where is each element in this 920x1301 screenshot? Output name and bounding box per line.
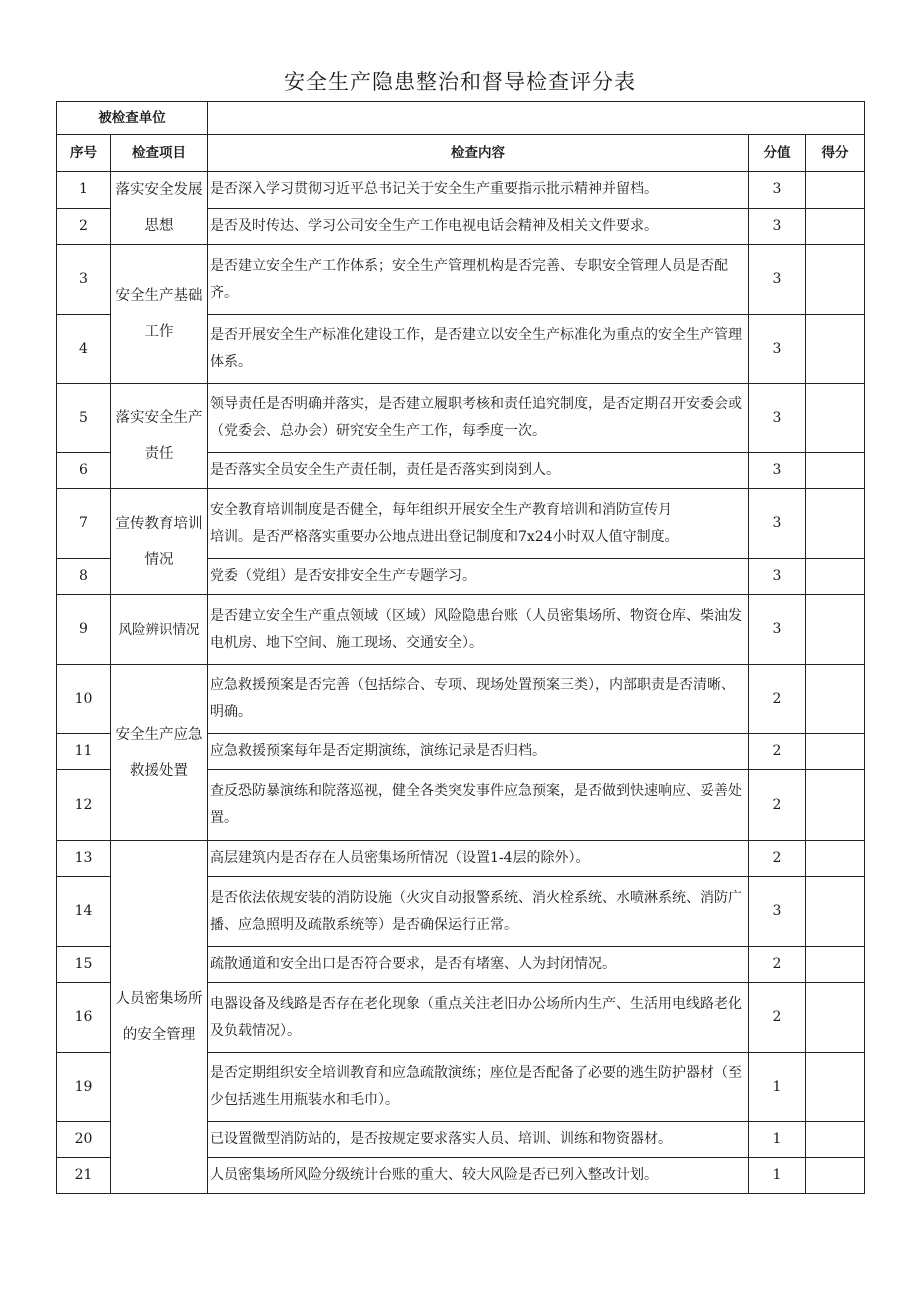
row-content: 是否依法依规安装的消防设施（火灾自动报警系统、消火栓系统、水喷淋系统、消防广播、应急照明及疏散系统等）是否确保运行正常。 [208,877,749,947]
row-score: 3 [749,384,806,453]
row-got-cell[interactable] [806,595,865,665]
row-no: 10 [57,665,111,734]
row-content: 是否及时传达、学习公司安全生产工作电视电话会精神及相关文件要求。 [208,208,749,245]
row-content: 查反恐防暴演练和院落巡视，健全各类突发事件应急预案，是否做到快速响应、妥善处置。 [208,770,749,841]
row-got-cell[interactable] [806,983,865,1053]
row-got-cell[interactable] [806,559,865,595]
group-label: 宣传教育培训情况 [111,489,208,595]
group-label: 安全生产应急救援处置 [111,665,208,841]
row-got-cell[interactable] [806,734,865,770]
row-no: 14 [57,877,111,947]
row-no: 5 [57,384,111,453]
row-content: 党委（党组）是否安排安全生产专题学习。 [208,559,749,595]
row-score: 3 [749,877,806,947]
row-score: 1 [749,1158,806,1194]
row-score: 2 [749,770,806,841]
header-no: 序号 [57,135,111,172]
row-no: 2 [57,208,111,245]
row-no: 1 [57,172,111,209]
row-score: 3 [749,245,806,315]
row-score: 2 [749,947,806,983]
row-content: 是否落实全员安全生产责任制，责任是否落实到岗到人。 [208,453,749,489]
row-got-cell[interactable] [806,384,865,453]
group-label: 落实安全生产责任 [111,384,208,489]
row-content: 领导责任是否明确并落实，是否建立履职考核和责任追究制度，是否定期召开安委会或（党委会、总办会）研究安全生产工作，每季度一次。 [208,384,749,453]
row-content: 人员密集场所风险分级统计台账的重大、较大风险是否已列入整改计划。 [208,1158,749,1194]
table-row [57,245,865,315]
row-score: 3 [749,489,806,559]
header-item: 检查项目 [111,135,208,172]
row-no: 19 [57,1053,111,1122]
group-label: 落实安全发展思想 [111,172,208,245]
row-got-cell[interactable] [806,1122,865,1158]
unit-row [57,102,865,135]
row-got-cell[interactable] [806,947,865,983]
group-label: 人员密集场所的安全管理 [111,841,208,1194]
row-no: 8 [57,559,111,595]
row-content-line: 安全教育培训制度是否健全，每年组织开展安全生产教育培训和消防宣传月 [210,501,672,518]
row-content: 疏散通道和安全出口是否符合要求，是否有堵塞、人为封闭情况。 [208,947,749,983]
row-no: 4 [57,315,111,384]
header-row [57,135,865,172]
header-content: 检查内容 [208,135,749,172]
row-score: 3 [749,453,806,489]
row-no: 21 [57,1158,111,1194]
row-score: 3 [749,172,806,209]
row-no: 9 [57,595,111,665]
row-no: 20 [57,1122,111,1158]
row-got-cell[interactable] [806,453,865,489]
row-score: 3 [749,559,806,595]
row-got-cell[interactable] [806,841,865,877]
row-no: 6 [57,453,111,489]
row-content: 应急救援预案是否完善（包括综合、专项、现场处置预案三类），内部职责是否清晰、明确。 [208,665,749,734]
row-score: 2 [749,983,806,1053]
row-content-line: 培训。是否严格落实重要办公地点进出登记制度和7x24小时双人值守制度。 [210,528,679,545]
row-no: 11 [57,734,111,770]
row-no: 3 [57,245,111,315]
row-score: 2 [749,665,806,734]
group-label: 安全生产基础工作 [111,245,208,384]
row-got-cell[interactable] [806,489,865,559]
row-content: 是否定期组织安全培训教育和应急疏散演练；座位是否配备了必要的逃生防护器材（至少包括逃生用瓶装水和毛巾）。 [208,1053,749,1122]
header-got: 得分 [806,135,865,172]
header-score: 分值 [749,135,806,172]
row-content: 已设置微型消防站的，是否按规定要求落实人员、培训、训练和物资器材。 [208,1122,749,1158]
row-content: 是否深入学习贯彻习近平总书记关于安全生产重要指示批示精神并留档。 [208,172,749,209]
row-content [208,489,749,559]
table-row [57,172,865,209]
table-row [57,384,865,453]
row-got-cell[interactable] [806,172,865,209]
unit-value-cell[interactable] [208,102,865,135]
row-score: 1 [749,1122,806,1158]
group-label: 风险辨识情况 [111,595,208,665]
row-score: 1 [749,1053,806,1122]
unit-label: 被检查单位 [57,102,208,135]
row-got-cell[interactable] [806,665,865,734]
table-row [57,841,865,877]
row-got-cell[interactable] [806,315,865,384]
row-got-cell[interactable] [806,245,865,315]
inspection-table [56,101,865,1194]
table-row [57,489,865,559]
row-content: 是否建立安全生产工作体系；安全生产管理机构是否完善、专职安全管理人员是否配齐。 [208,245,749,315]
row-got-cell[interactable] [806,1053,865,1122]
table-row [57,665,865,734]
table-row [57,595,865,665]
row-content: 是否开展安全生产标准化建设工作，是否建立以安全生产标准化为重点的安全生产管理体系。 [208,315,749,384]
row-score: 3 [749,595,806,665]
row-no: 16 [57,983,111,1053]
row-got-cell[interactable] [806,877,865,947]
row-content: 高层建筑内是否存在人员密集场所情况（设置1-4层的除外）。 [208,841,749,877]
row-content: 应急救援预案每年是否定期演练，演练记录是否归档。 [208,734,749,770]
row-no: 12 [57,770,111,841]
row-got-cell[interactable] [806,770,865,841]
row-score: 3 [749,315,806,384]
row-score: 2 [749,841,806,877]
row-no: 7 [57,489,111,559]
row-score: 3 [749,208,806,245]
row-no: 13 [57,841,111,877]
row-no: 15 [57,947,111,983]
row-score: 2 [749,734,806,770]
row-content: 是否建立安全生产重点领域（区域）风险隐患台账（人员密集场所、物资仓库、柴油发电机房、地下空间、施工现场、交通安全）。 [208,595,749,665]
row-got-cell[interactable] [806,208,865,245]
page-title: 安全生产隐患整治和督导检查评分表 [284,70,636,94]
row-got-cell[interactable] [806,1158,865,1194]
row-content: 电器设备及线路是否存在老化现象（重点关注老旧办公场所内生产、生活用电线路老化及负载情况）。 [208,983,749,1053]
